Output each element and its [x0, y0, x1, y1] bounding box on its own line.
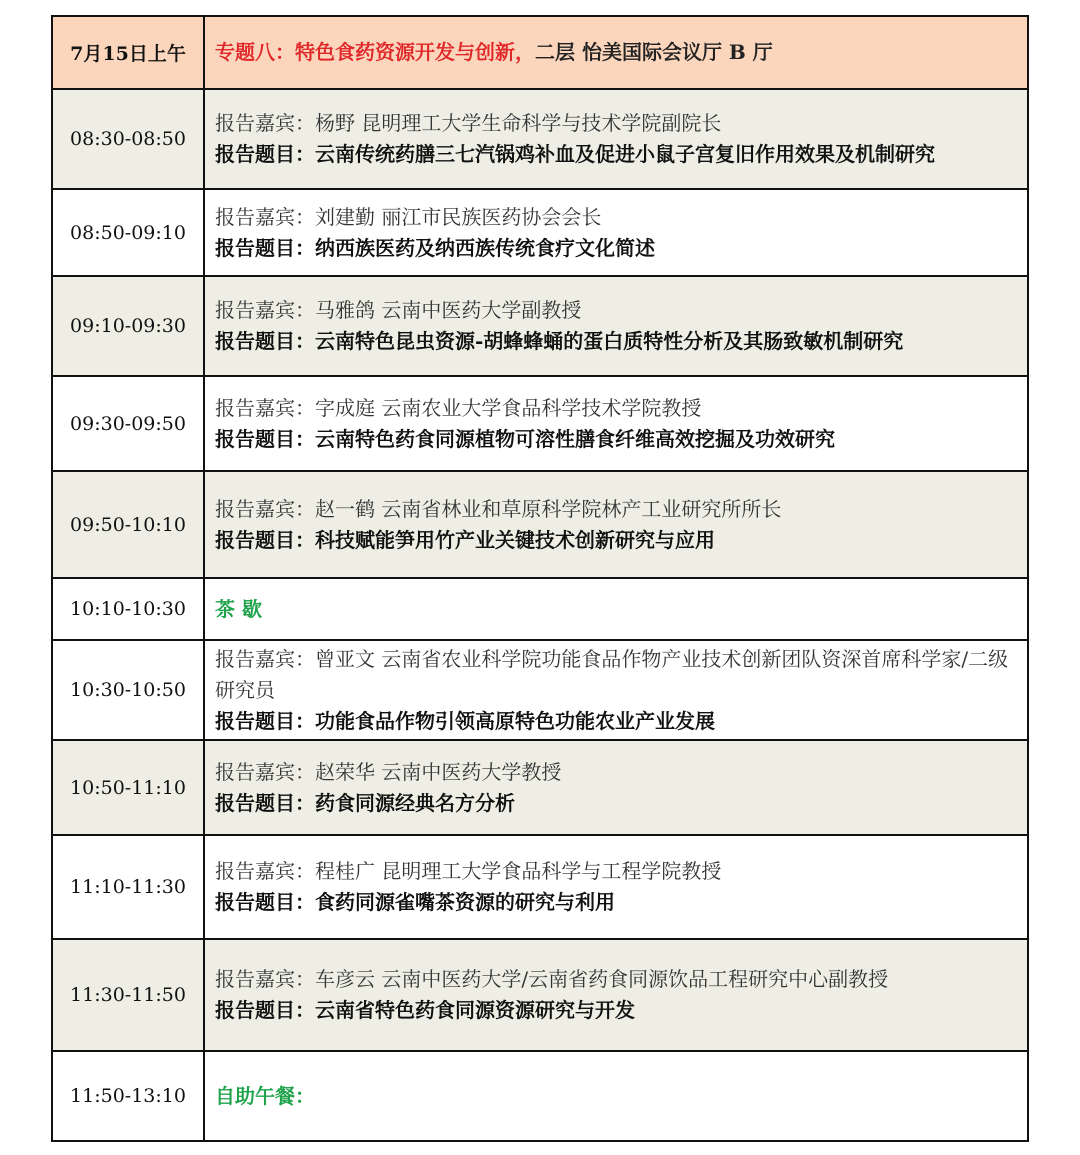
talk-title: 报告题目：科技赋能笋用竹产业关键技术创新研究与应用 — [215, 527, 715, 552]
session-title: 专题八：特色食药资源开发与创新， — [215, 40, 535, 64]
talk-title: 报告题目：功能食品作物引领高原特色功能农业产业发展 — [215, 708, 715, 733]
table-row — [52, 740, 1028, 835]
table-row — [52, 376, 1028, 471]
time-slot: 09:30-09:50 — [52, 376, 204, 471]
talk-cell — [204, 471, 1028, 578]
speaker-line: 报告嘉宾：马雅鸽 云南中医药大学副教授 — [215, 298, 582, 322]
time-slot: 10:50-11:10 — [52, 740, 204, 835]
break-row — [52, 1051, 1028, 1141]
talk-cell — [204, 835, 1028, 939]
speaker-line: 报告嘉宾：字成庭 云南农业大学食品科学技术学院教授 — [215, 395, 702, 420]
time-slot: 09:50-10:10 — [52, 471, 204, 578]
speaker-line: 报告嘉宾：刘建勤 丽江市民族医药协会会长 — [215, 204, 602, 229]
talk-title: 报告题目：食药同源雀嘴茶资源的研究与利用 — [215, 890, 615, 914]
speaker-line: 报告嘉宾：杨野 昆明理工大学生命科学与技术学院副院长 — [215, 111, 722, 135]
session-title-cell — [204, 16, 1028, 89]
talk-title: 报告题目：药食同源经典名方分析 — [215, 790, 515, 815]
table-row — [52, 276, 1028, 376]
table-row — [52, 939, 1028, 1051]
talk-cell — [204, 939, 1028, 1051]
table-row — [52, 471, 1028, 578]
tea-break-label: 茶 歇 — [204, 578, 1028, 640]
talk-cell — [204, 276, 1028, 376]
time-slot: 09:10-09:30 — [52, 276, 204, 376]
table-row — [52, 640, 1028, 740]
speaker-line: 报告嘉宾：曾亚文 云南省农业科学院功能食品作物产业技术创新团队资深首席科学家/二级研究员 — [215, 646, 1009, 702]
talk-cell — [204, 740, 1028, 835]
talk-cell — [204, 189, 1028, 276]
session-header-row — [52, 16, 1028, 89]
talk-cell — [204, 376, 1028, 471]
speaker-line: 报告嘉宾：赵一鹤 云南省林业和草原科学院林产工业研究所所长 — [215, 496, 782, 521]
time-slot: 11:50-13:10 — [52, 1051, 204, 1141]
time-slot: 08:50-09:10 — [52, 189, 204, 276]
break-row — [52, 578, 1028, 640]
talk-cell — [204, 89, 1028, 189]
table-row — [52, 89, 1028, 189]
talk-cell — [204, 640, 1028, 740]
table-row — [52, 189, 1028, 276]
schedule-table — [51, 15, 1029, 1142]
speaker-line: 报告嘉宾：赵荣华 云南中医药大学教授 — [215, 759, 562, 784]
talk-title: 报告题目：云南传统药膳三七汽锅鸡补血及促进小鼠子宫复旧作用效果及机制研究 — [215, 142, 935, 166]
talk-title: 报告题目：纳西族医药及纳西族传统食疗文化简述 — [215, 235, 655, 260]
time-slot: 08:30-08:50 — [52, 89, 204, 189]
time-slot: 11:10-11:30 — [52, 835, 204, 939]
talk-title: 报告题目：云南特色昆虫资源-胡蜂蜂蛹的蛋白质特性分析及其肠致敏机制研究 — [215, 329, 904, 353]
talk-title: 报告题目：云南特色药食同源植物可溶性膳食纤维高效挖掘及功效研究 — [215, 426, 835, 451]
lunch-label: 自助午餐： — [204, 1051, 1028, 1141]
session-venue: 二层 怡美国际会议厅 B 厅 — [535, 40, 773, 64]
talk-title: 报告题目：云南省特色药食同源资源研究与开发 — [215, 998, 635, 1022]
speaker-line: 报告嘉宾：车彦云 云南中医药大学/云南省药食同源饮品工程研究中心副教授 — [215, 967, 889, 991]
time-slot: 11:30-11:50 — [52, 939, 204, 1051]
table-row — [52, 835, 1028, 939]
speaker-line: 报告嘉宾：程桂广 昆明理工大学食品科学与工程学院教授 — [215, 859, 722, 883]
time-slot: 10:10-10:30 — [52, 578, 204, 640]
time-slot: 10:30-10:50 — [52, 640, 204, 740]
session-date: 7月15日上午 — [52, 16, 204, 89]
